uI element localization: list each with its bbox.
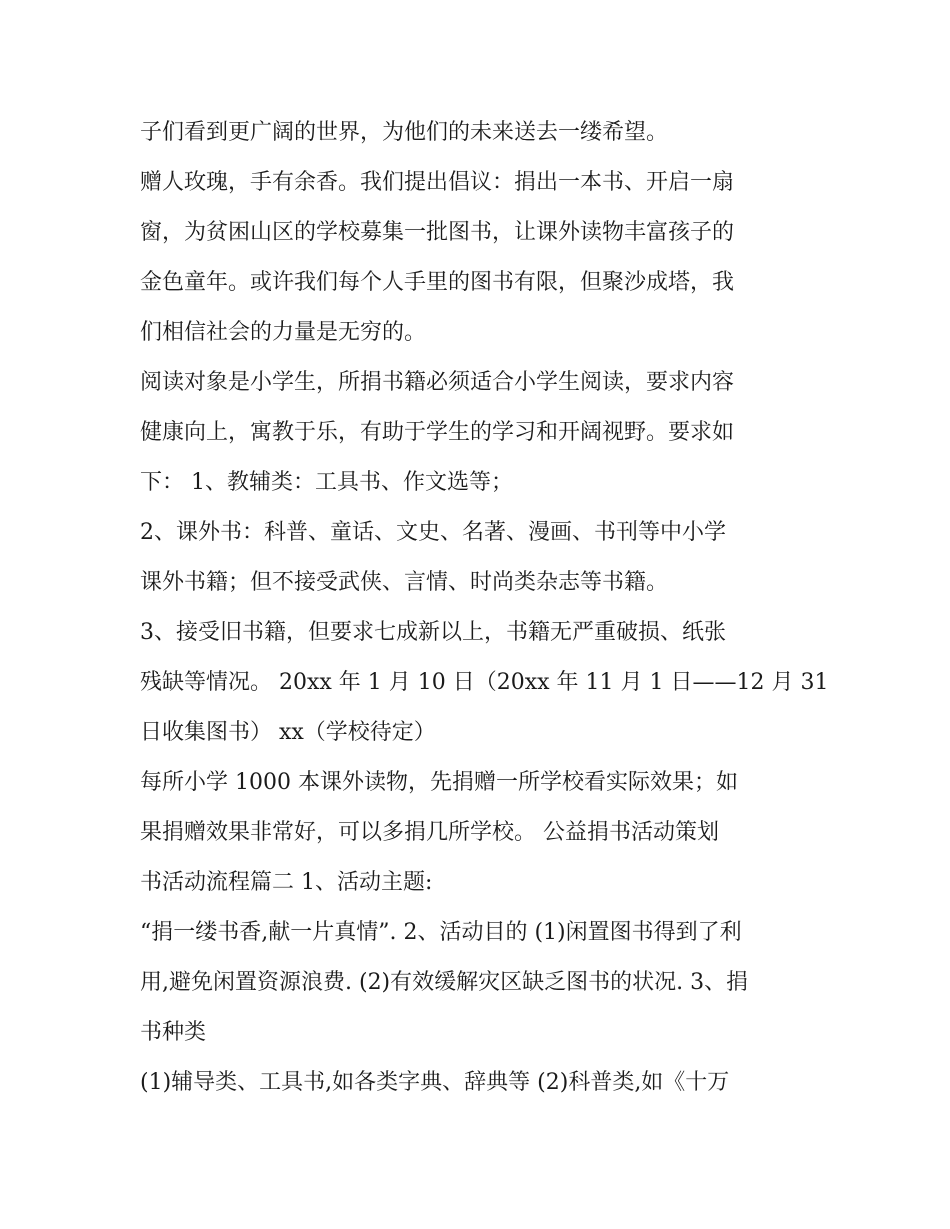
text-line: 子们看到更广阔的世界，为他们的未来送去一缕希望。 (140, 120, 669, 145)
text-line: 书活动流程篇二 1、活动主题: (140, 870, 433, 895)
text-line: 用,避免闲置资源浪费. (2)有效缓解灾区缺乏图书的状况. 3、捐 (140, 970, 749, 995)
document-body (140, 108, 829, 1108)
text-line: “捐一缕书香,献一片真情”. 2、活动目的 (1)闲置图书得到了利 (140, 920, 742, 945)
text-line: 阅读对象是小学生，所捐书籍必须适合小学生阅读，要求内容 (140, 370, 735, 395)
text-line: 每所小学 1000 本课外读物，先捐赠一所学校看实际效果；如 (140, 770, 738, 795)
text-line: 下： 1、教辅类：工具书、作文选等； (140, 470, 513, 495)
text-line: 们相信社会的力量是无穷的。 (140, 320, 427, 345)
text-line: 日收集图书） xx（学校待定） (140, 720, 436, 745)
text-line: 健康向上，寓教于乐，有助于学生的学习和开阔视野。要求如 (140, 420, 735, 445)
text-line: 金色童年。或许我们每个人手里的图书有限，但聚沙成塔，我 (140, 270, 735, 295)
text-line: 书种类 (140, 1020, 207, 1045)
text-line: (1)辅导类、工具书,如各类字典、辞典等 (2)科普类,如《十万 (140, 1070, 730, 1095)
text-line: 赠人玫瑰，手有余香。我们提出倡议：捐出一本书、开启一扇 (140, 170, 735, 195)
text-line: 3、接受旧书籍，但要求七成新以上，书籍无严重破损、纸张 (140, 620, 726, 645)
text-line: 残缺等情况。 20xx 年 1 月 10 日（20xx 年 11 月 1 日——12 月 31 (140, 670, 829, 695)
text-line: 窗，为贫困山区的学校募集一批图书，让课外读物丰富孩子的 (140, 220, 735, 245)
text-line: 2、课外书：科普、童话、文史、名著、漫画、书刊等中小学 (140, 520, 726, 545)
text-line: 果捐赠效果非常好，可以多捐几所学校。 公益捐书活动策划 (140, 820, 719, 845)
text-line: 课外书籍；但不接受武侠、言情、时尚类杂志等书籍。 (140, 570, 669, 595)
